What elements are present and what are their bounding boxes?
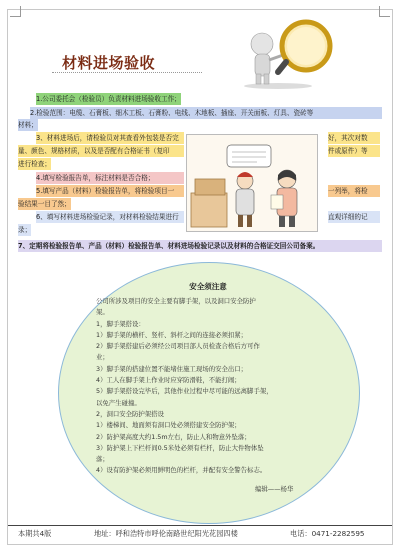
safety-line: 5）脚手架搭设完毕后，其他作业过程中尽可能的远离脚手架， (96, 387, 273, 396)
footer-issue: 本期共4版 (18, 529, 52, 538)
item-5-line-2: 验结果一目了然； (18, 200, 71, 208)
safety-line: 落； (96, 455, 109, 464)
item-7: 7、定期将检验报告单、产品（材料）检验报告单、材料进场检验记录以及材料的合格证交回公司备案。 (18, 240, 382, 252)
safety-line: 1）楼梯间、地面须有洞口处必须搭建安全防护架； (96, 421, 241, 430)
item-3-line-2b: 件或原件）等 (328, 145, 380, 157)
safety-line: 2）脚手架搭建后必须经公司项目部人员检查合格后方可作 (96, 342, 260, 351)
item-5-line-1b: 一列举，将检 (328, 185, 380, 197)
footer-phone: 电话：0471-2282595 (290, 529, 365, 538)
safety-line: 2，洞口安全防护架搭设 (96, 409, 164, 418)
safety-line: 1）脚手架的横杆、竖杆、斜杆之间的连接必须扣紧； (96, 330, 248, 339)
item-6-line-1b: 直观详细的记 (328, 211, 380, 223)
item-3-line-1a: 3、材料进场后，请检验员对其查看外包装是否完 (36, 132, 184, 144)
safety-line: 架。 (96, 308, 109, 317)
safety-line: 4）工人在脚手架上作业时应穿防滑鞋，不能打闹； (96, 376, 241, 385)
safety-line: 以免产生碰撞。 (96, 398, 141, 407)
safety-line: 2）防护架高度大约1.5m左右，防止人和物意外坠落； (96, 432, 251, 441)
safety-line: 业； (96, 353, 109, 362)
inspection-cartoon-illustration (186, 134, 318, 232)
corner-mark-right (379, 6, 390, 17)
item-2-line-1: 2.检验范围：电缆、石膏板、细木工板、石膏粉、电线、木地板、插座、开关面板、灯具、瓷砖等 (30, 107, 382, 119)
safety-line: 3）防护架上下栏杆间0.5米处必须有栏杆，防止大件物体坠 (96, 443, 264, 452)
corner-mark-left (10, 6, 21, 17)
item-6-line-2: 录； (18, 226, 32, 234)
safety-title: 安全须注意 (189, 282, 227, 291)
safety-line: 1，脚手架搭设： (96, 319, 145, 328)
item-3-line-3: 进行检查； (18, 160, 51, 168)
safety-line: 4）设有防护架必须用鲜明色的栏杆，并配有安全警告标志。 (96, 466, 267, 475)
magnifier-mascot-illustration (228, 10, 338, 92)
item-6-line-1a: 6、填写材料进场检验记录，对材料检验结果进行 (36, 211, 184, 223)
item-5-line-1a: 5.填写产品（材料）检验报告单，将检验项目一 (36, 185, 184, 197)
safety-line: 公司所涉及项目的安全主要有脚手架，以及洞口安全防护 (96, 297, 256, 305)
item-4: 4.填写检验报告单，标注材料是否合格； (36, 172, 184, 184)
footer (8, 528, 392, 542)
title-underline (52, 72, 202, 73)
item-2-line-2: 材料； (18, 121, 38, 129)
editor-signature: 编辑——杨华 (255, 485, 294, 493)
safety-line: 3）脚手架的搭建位置不能堵住施工现场的安全出口； (96, 364, 248, 373)
item-3-line-1b: 好，其次对数 (328, 132, 380, 144)
item-1: 1.公司委托会（检验员）负责材料进场验收工作； (36, 95, 181, 103)
page-title: 材料进场验收 (62, 54, 156, 72)
safety-body (96, 296, 336, 477)
footer-divider (8, 525, 392, 526)
item-3-line-2a: 量、颜色、规格材质，以及是否配有合格证书（复印 (18, 145, 184, 157)
footer-address: 地址：呼和浩特市呼伦南路世纪阳光花园四楼 (94, 529, 238, 538)
